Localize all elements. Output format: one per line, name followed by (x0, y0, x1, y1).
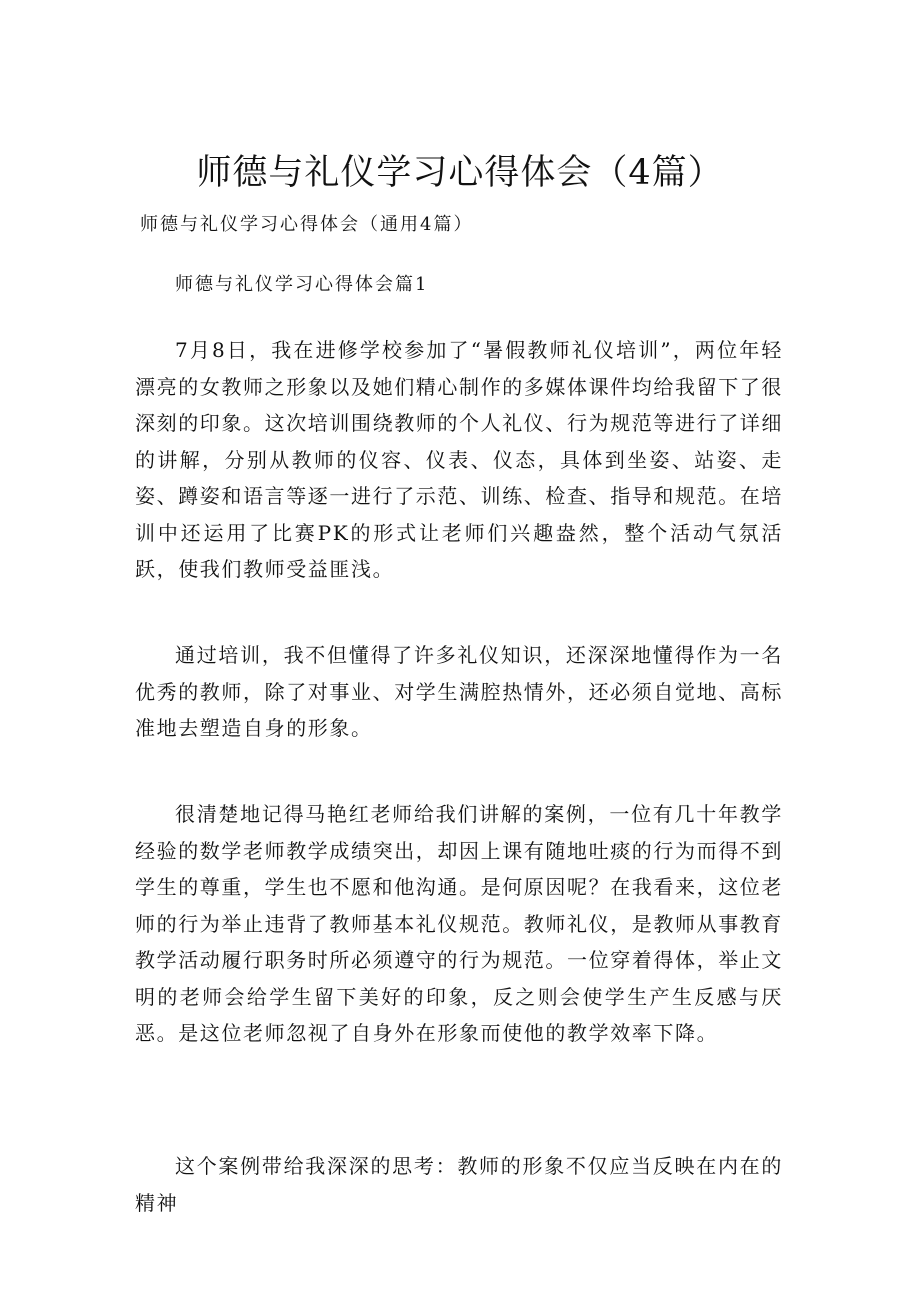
paragraph: 这个案例带给我深深的思考：教师的形象不仅应当反映在内在的精神 (135, 1154, 783, 1215)
paragraph: 很清楚地记得马艳红老师给我们讲解的案例，一位有几十年教学经验的数学老师教学成绩突出，却因上课有随地吐痰的行为而得不到学生的尊重，学生也不愿和他沟通。是何原因呢？在我看来，这位老师的行为举止违背了教师基本礼仪规范。教师礼仪，是教师从事教育教学活动履行职务时所必须遵守的行为规范。一位穿着得体，举止文明的老师会给学生留下美好的印象，反之则会使学生产生反感与厌恶。是这位老师忽视了自身外在形象而使他的教学效率下降。 (135, 802, 783, 1045)
document-subtitle: 师德与礼仪学习心得体会（通用4篇） (140, 214, 474, 235)
paragraph: 通过培训，我不但懂得了许多礼仪知识，还深深地懂得作为一名优秀的教师，除了对事业、对学生满腔热情外，还必须自觉地、高标准地去塑造自身的形象。 (135, 643, 783, 740)
paragraph: 7月8日，我在进修学校参加了“暑假教师礼仪培训”，两位年轻漂亮的女教师之形象以及她们精心制作的多媒体课件均给我留下了很深刻的印象。这次培训围绕教师的个人礼仪、行为规范等进行了详细的讲解，分别从教师的仪容、仪表、仪态，具体到坐姿、站姿、走姿、蹲姿和语言等逐一进行了示范、训练、检查、指导和规范。在培训中还运用了比赛PK的形式让老师们兴趣盎然，整个活动气氛活跃，使我们教师受益匪浅。 (135, 338, 783, 581)
document-title: 师德与礼仪学习心得体会（4篇） (196, 153, 724, 193)
section-heading: 师德与礼仪学习心得体会篇1 (175, 274, 429, 295)
